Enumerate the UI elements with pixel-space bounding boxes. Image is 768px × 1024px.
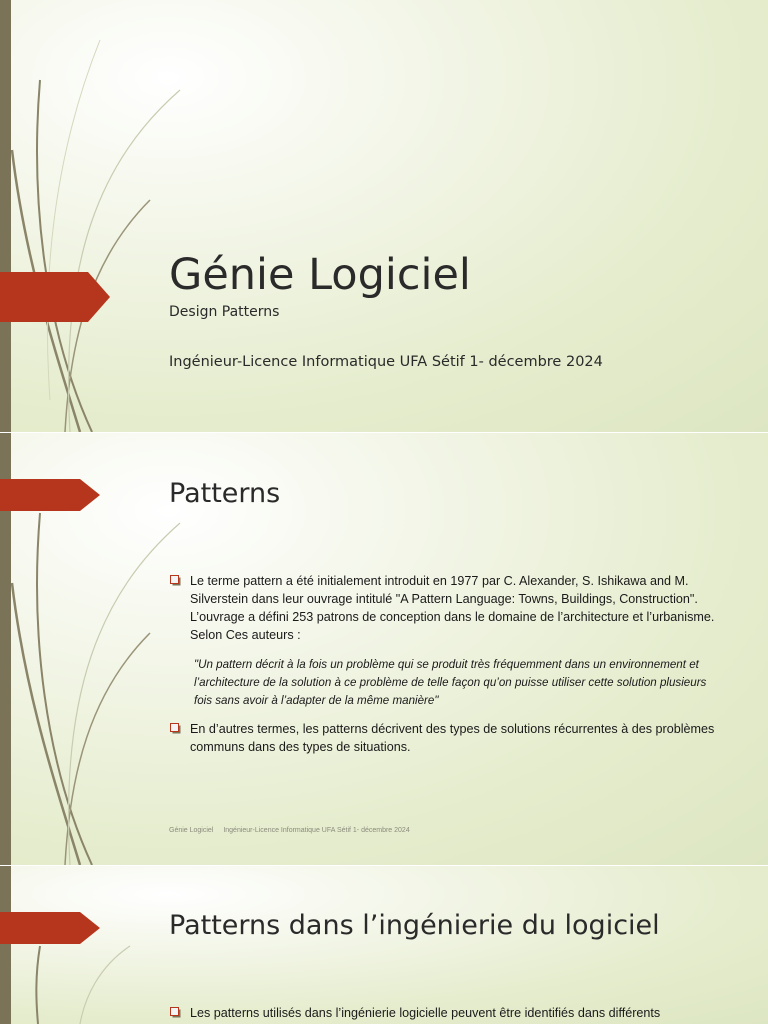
bullet-text: Les patterns utilisés dans l’ingénierie logicielle peuvent être identifiés dans différents xyxy=(190,1006,661,1020)
presentation-title: Génie Logiciel xyxy=(169,250,471,300)
patterns-slide xyxy=(0,433,768,865)
bullet-text: En d’autres termes, les patterns décrivent des types de solutions récurrentes à des problèmes communs dans des types de situations. xyxy=(190,722,715,754)
list-item xyxy=(169,1004,717,1022)
title-slide xyxy=(0,0,768,432)
patterns-software-slide xyxy=(0,866,768,1024)
slide-content xyxy=(169,572,717,756)
slide-title: Patterns xyxy=(169,478,281,509)
slide-arrow-marker xyxy=(0,479,100,511)
square-bullet-icon xyxy=(170,1007,179,1016)
left-accent-bar xyxy=(0,866,11,1024)
list-item xyxy=(169,720,717,756)
footer-info: Ingénieur-Licence Informatique UFA Sétif 1- décembre 2024 xyxy=(223,827,410,834)
presentation-info: Ingénieur-Licence Informatique UFA Sétif 1- décembre 2024 xyxy=(169,354,603,370)
left-accent-bar xyxy=(0,0,11,432)
square-bullet-icon xyxy=(170,575,179,584)
slide-content xyxy=(169,1004,717,1022)
footer-course: Génie Logiciel xyxy=(169,827,214,834)
decorative-curves xyxy=(0,866,200,1024)
title-arrow-marker xyxy=(0,272,110,322)
list-item xyxy=(169,572,717,644)
quote-text: "Un pattern décrit à la fois un problème qui se produit très fréquemment dans un environnement et l’architecture de la solution à ce problème de telle façon qu’on puisse utiliser cette solution plusieurs fois sans avoir à l’adapter de la même manière" xyxy=(194,658,707,707)
slide-title: Patterns dans l’ingénierie du logiciel xyxy=(169,910,660,941)
slide-arrow-marker xyxy=(0,912,100,944)
bullet-text: Le terme pattern a été initialement introduit en 1977 par C. Alexander, S. Ishikawa and M. Silverstein dans leur ouvrage intitulé "A Pattern Language: Towns, Buildings, Construction". L’ouvrage a défini 253 patrons de conception dans le domaine de l’architecture et l’urbanisme. Selon Ces auteurs : xyxy=(190,574,715,642)
square-bullet-icon xyxy=(170,723,179,732)
slide-footer xyxy=(169,827,418,834)
presentation-subtitle: Design Patterns xyxy=(169,304,280,320)
